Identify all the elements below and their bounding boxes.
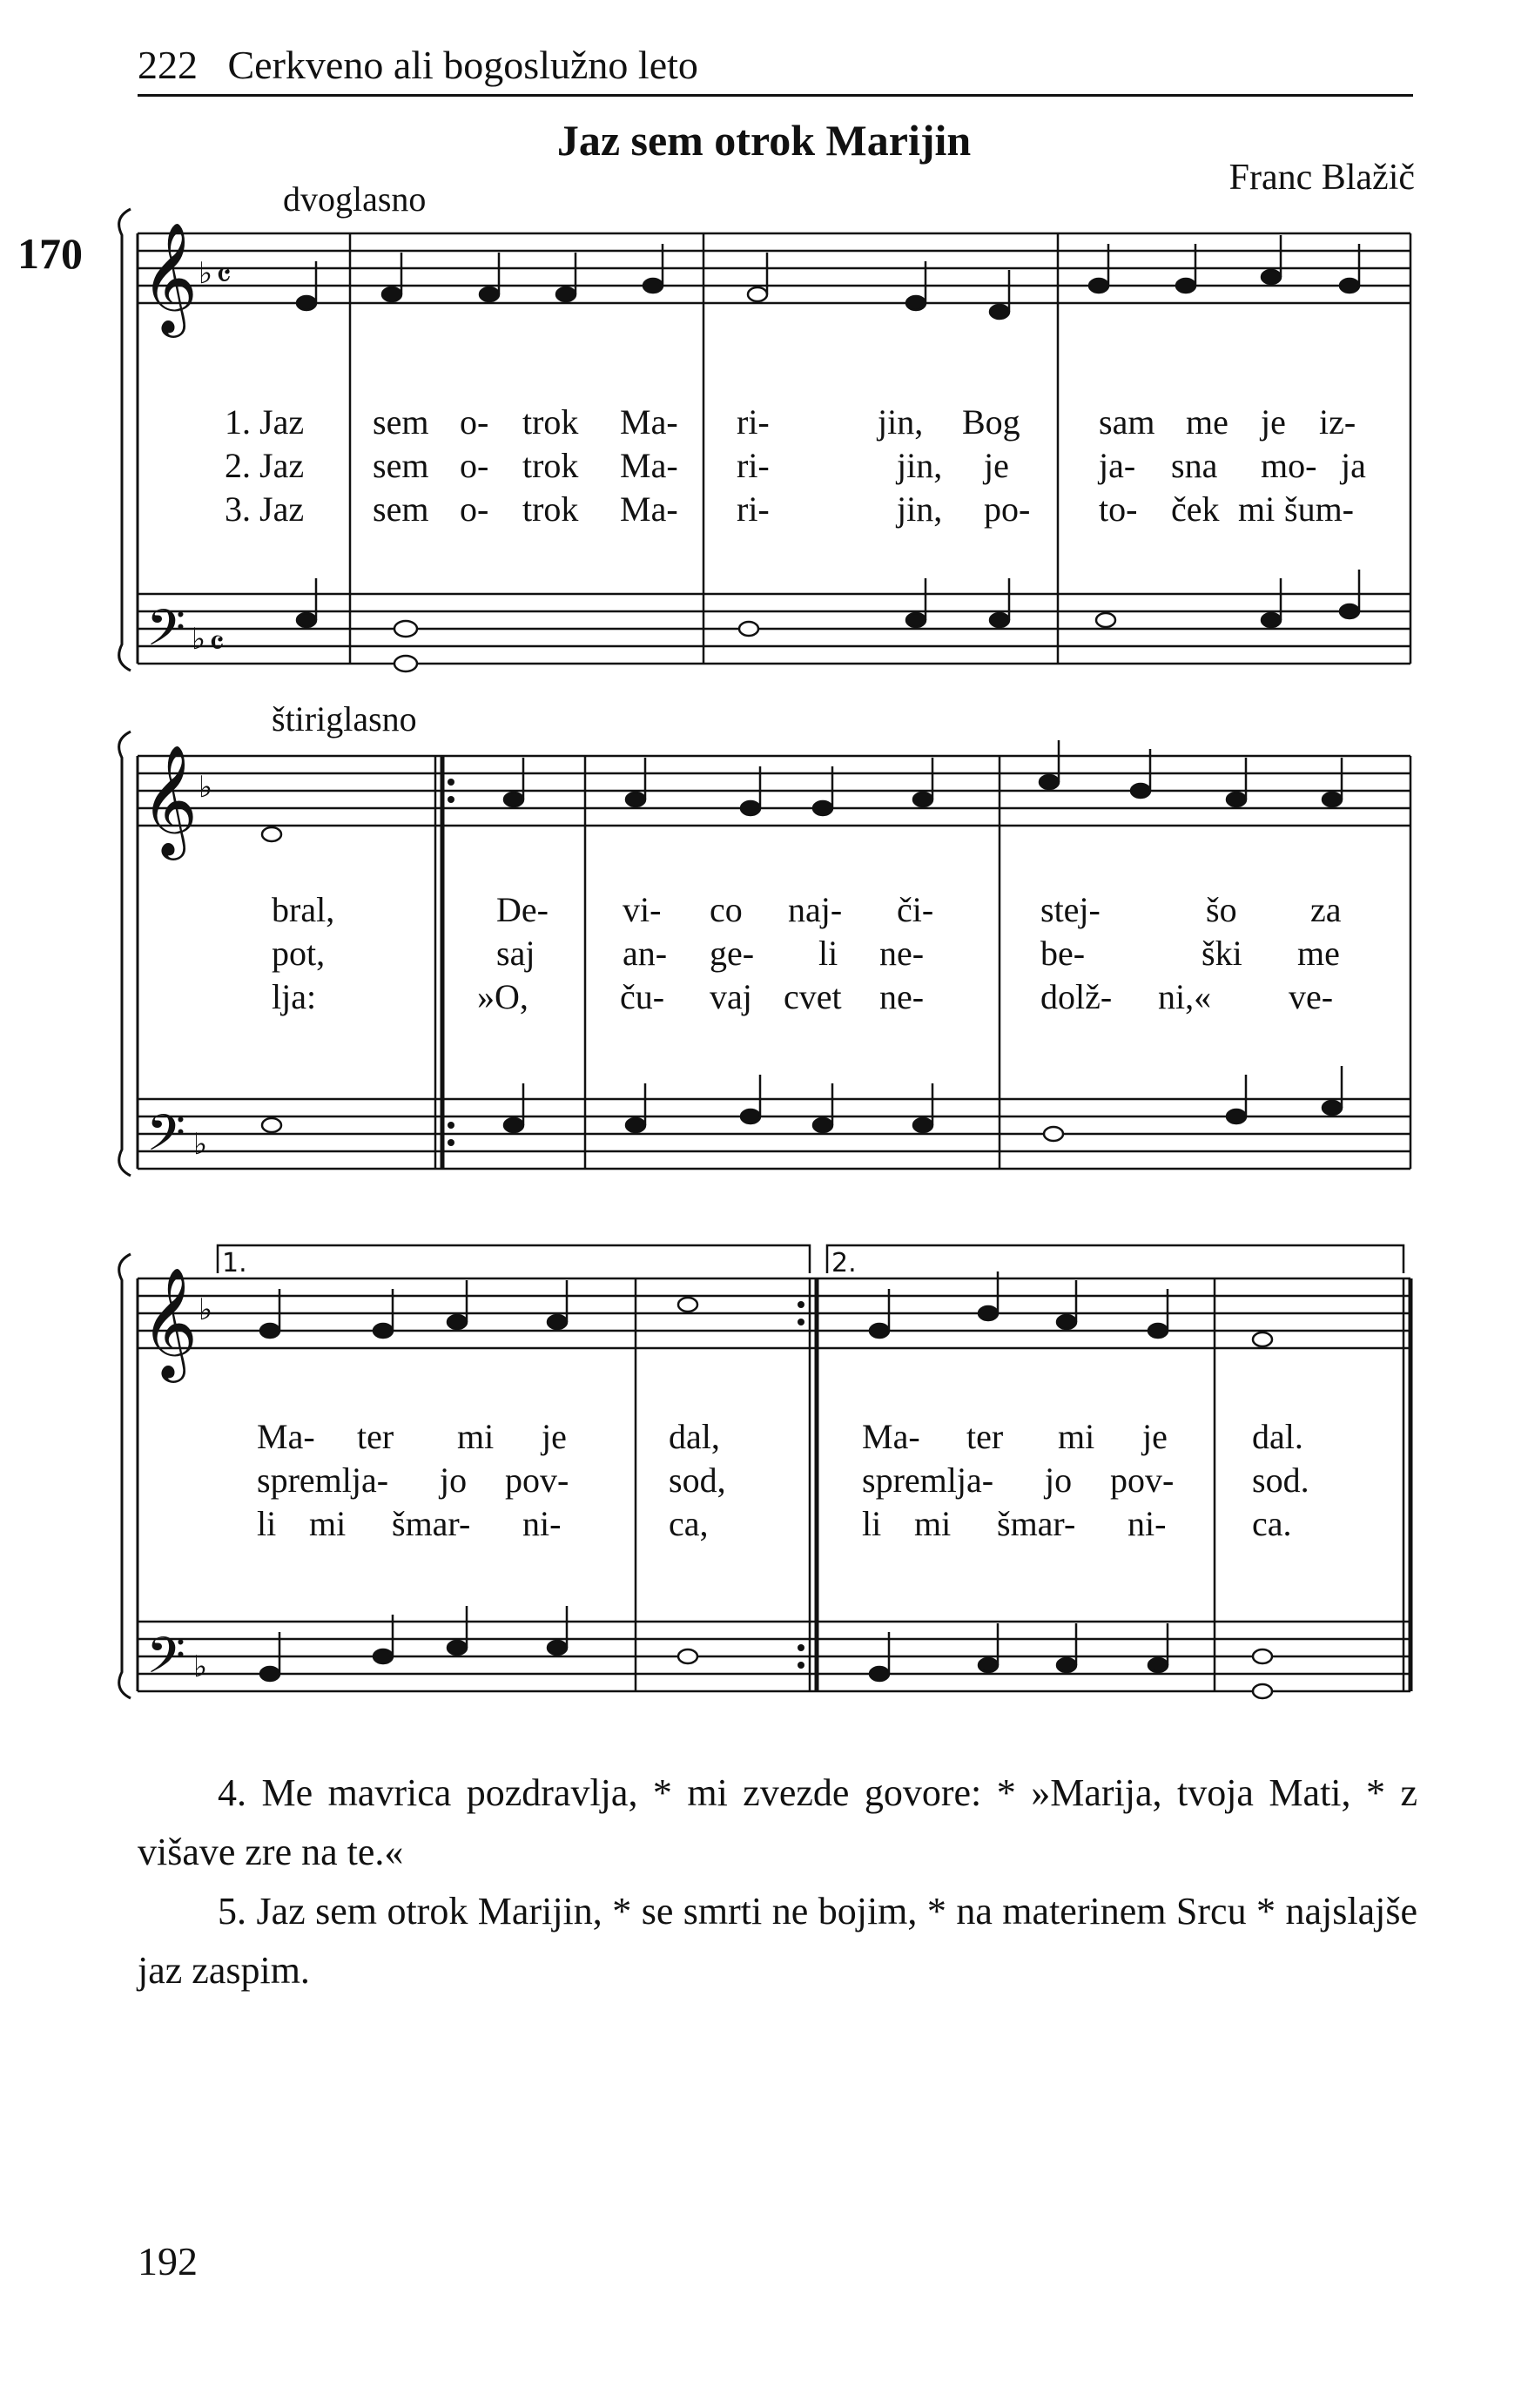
header-section-title: Cerkveno ali bogoslužno leto [227,43,698,87]
svg-text:2.: 2. [831,1248,857,1278]
svg-text:♭: ♭ [199,1292,213,1327]
svg-text:♭: ♭ [199,256,213,291]
verse-5-text: 5. Jaz sem otrok Marijin, * se smrti ne bojim, * na materinem Srcu * najslajše jaz zaspim. [138,1890,1417,1992]
verse-1-line: 1. Jaz sem o- trok Ma- ri- jin, Bog sam me je iz- [225,402,1356,442]
staff-bass-2 [138,1099,1410,1169]
svg-text:1.: 1. [222,1248,247,1278]
svg-text:♭: ♭ [199,770,213,805]
verse-2-line: pot, saj an- ge- li ne- be- ški me [272,934,1340,973]
svg-text:♭: ♭ [192,622,206,657]
svg-text:♭: ♭ [193,1127,208,1162]
header-page-number: 222 [138,43,198,87]
bass-clef-icon: 𝄢 [146,598,186,670]
treble-clef-icon: 𝄞 [141,1266,199,1378]
verse-3-line: lja: »O, ču- vaj cvet ne- dolž- ni,« ve- [272,977,1334,1016]
lyrics-system-1 [0,401,1528,531]
bass-clef-icon: 𝄢 [146,1103,186,1175]
verse-1-line: Ma- ter mi je dal, Ma- ter mi je dal. [257,1417,1303,1456]
svg-text:𝄴: 𝄴 [209,624,225,664]
svg-text:𝄴: 𝄴 [216,256,232,296]
verse-3-line: li mi šmar- ni- ca, li mi šmar- ni- ca. [257,1504,1292,1543]
hymn-number: 170 [17,229,83,278]
treble-clef-icon: 𝄞 [141,744,199,855]
verse-2-line: 2. Jaz sem o- trok Ma- ri- jin, je ja- sna mo- ja [225,446,1366,485]
bass-clef-icon: 𝄢 [146,1626,186,1697]
svg-text:♭: ♭ [193,1649,208,1684]
hymn-title: Jaz sem otrok Marijin [556,116,972,165]
staff-treble-3 [138,1278,1410,1348]
staff-bass-1 [138,594,1410,664]
staff-treble-2 [138,756,1410,826]
treble-clef-icon: 𝄞 [141,221,199,333]
voicing-label-two-part: dvoglasno [283,179,427,219]
footer-page-number: 192 [138,2239,198,2283]
lyrics-system-3 [0,1415,1528,1546]
verse-4-text: 4. Me mavrica pozdravlja, * mi zvezde govore: * »Marija, tvoja Mati, * z višave zre na te.« [138,1771,1417,1873]
lyrics-system-2 [0,888,1528,1019]
verse-3-line: 3. Jaz sem o- trok Ma- ri- jin, po- to- ček mi šum- [225,489,1354,529]
verse-1-line: bral, De- vi- co naj- či- stej- šo za [272,890,1342,929]
staff-bass-3 [138,1622,1410,1691]
voicing-label-four-part: štiriglasno [272,699,417,739]
additional-verses [138,1764,1417,2000]
verse-2-line: spremlja- jo pov- sod, spremlja- jo pov- sod. [257,1460,1309,1500]
hymn-composer: Franc Blažič [1228,158,1415,198]
staff-treble-1 [138,233,1410,303]
